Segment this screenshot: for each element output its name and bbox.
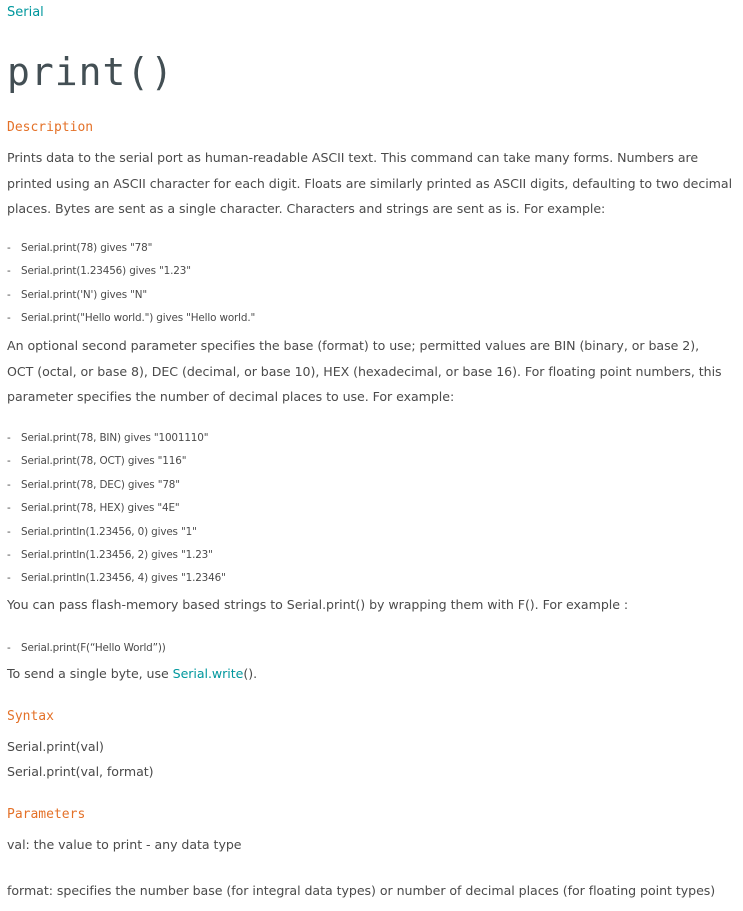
write-sentence (7, 666, 257, 682)
list-item-text: Serial.println(1.23456, 4) gives "1.2346" (21, 572, 226, 585)
list-item-text: Serial.print(F(“Hello World”)) (21, 642, 166, 654)
list-item (7, 501, 226, 524)
write-suffix: (). (243, 666, 258, 681)
list-item (7, 548, 226, 571)
list-item-text: Serial.println(1.23456, 0) gives "1" (21, 525, 197, 538)
write-prefix: To send a single byte, use (7, 666, 173, 681)
list-item (7, 454, 226, 477)
description-paragraph-1: Prints data to the serial port as human-readable ASCII text. This command can take many forms. Numbers are printed using an ASCII character for each digit. Floats are similarly printed as ASCII digits, defaulting to two decimal places. Bytes are sent as a single character. Characters and strings are sent as is. For example: (7, 150, 733, 216)
description-paragraph-3: You can pass flash-memory based strings to Serial.print() by wrapping them with F(). For example : (7, 597, 629, 612)
list-item (7, 288, 255, 311)
parameters-heading: Parameters (7, 807, 86, 822)
list-marker: - (7, 265, 11, 278)
list-marker: - (7, 432, 11, 444)
list-marker: - (7, 548, 11, 561)
list-item-text: Serial.println(1.23456, 2) gives "1.23" (21, 548, 213, 561)
list-item (7, 241, 255, 264)
list-item-text: Serial.print(78, DEC) gives "78" (21, 478, 180, 491)
list-item (7, 478, 226, 501)
list-marker: - (7, 502, 11, 515)
syntax-heading: Syntax (7, 709, 54, 724)
breadcrumb-serial-link[interactable]: Serial (7, 5, 44, 20)
description-heading: Description (7, 120, 94, 135)
syntax-line-1: Serial.print(val) (7, 739, 104, 754)
list-item (7, 571, 226, 594)
list-marker: - (7, 478, 11, 491)
serial-write-link[interactable]: Serial.write (172, 666, 244, 681)
examples-list-3 (7, 641, 166, 664)
parameter-format: format: specifies the number base (for integral data types) or number of decimal places (for floating point types) (7, 883, 716, 898)
list-item-text: Serial.print('N') gives "N" (21, 288, 148, 301)
list-marker: - (7, 242, 11, 254)
parameter-val: val: the value to print - any data type (7, 837, 242, 852)
page-title: print() (7, 50, 175, 94)
list-marker: - (7, 642, 11, 654)
examples-list-2 (7, 431, 226, 595)
list-item (7, 431, 226, 454)
list-marker: - (7, 455, 11, 468)
list-item-text: Serial.print(78) gives "78" (21, 242, 153, 254)
list-item-text: Serial.print(1.23456) gives "1.23" (21, 265, 191, 278)
list-marker: - (7, 288, 11, 301)
list-marker: - (7, 572, 11, 585)
list-item (7, 311, 255, 334)
list-item-text: Serial.print("Hello world.") gives "Hello world." (21, 312, 256, 325)
list-item (7, 641, 166, 664)
list-marker: - (7, 525, 11, 538)
list-item-text: Serial.print(78, HEX) gives "4E" (21, 502, 180, 515)
list-item (7, 525, 226, 548)
list-item-text: Serial.print(78, BIN) gives "1001110" (21, 432, 209, 444)
list-item (7, 264, 255, 287)
examples-list-1 (7, 241, 255, 335)
list-marker: - (7, 312, 11, 325)
description-paragraph-2: An optional second parameter specifies the base (format) to use; permitted values are BIN (binary, or base 2), OCT (octal, or base 8), DEC (decimal, or base 10), HEX (hexadecimal, or base 16). For floating point numbers, this parameter specifies the number of decimal places to use. For example: (7, 338, 722, 404)
syntax-line-2: Serial.print(val, format) (7, 764, 154, 779)
list-item-text: Serial.print(78, OCT) gives "116" (21, 455, 187, 468)
